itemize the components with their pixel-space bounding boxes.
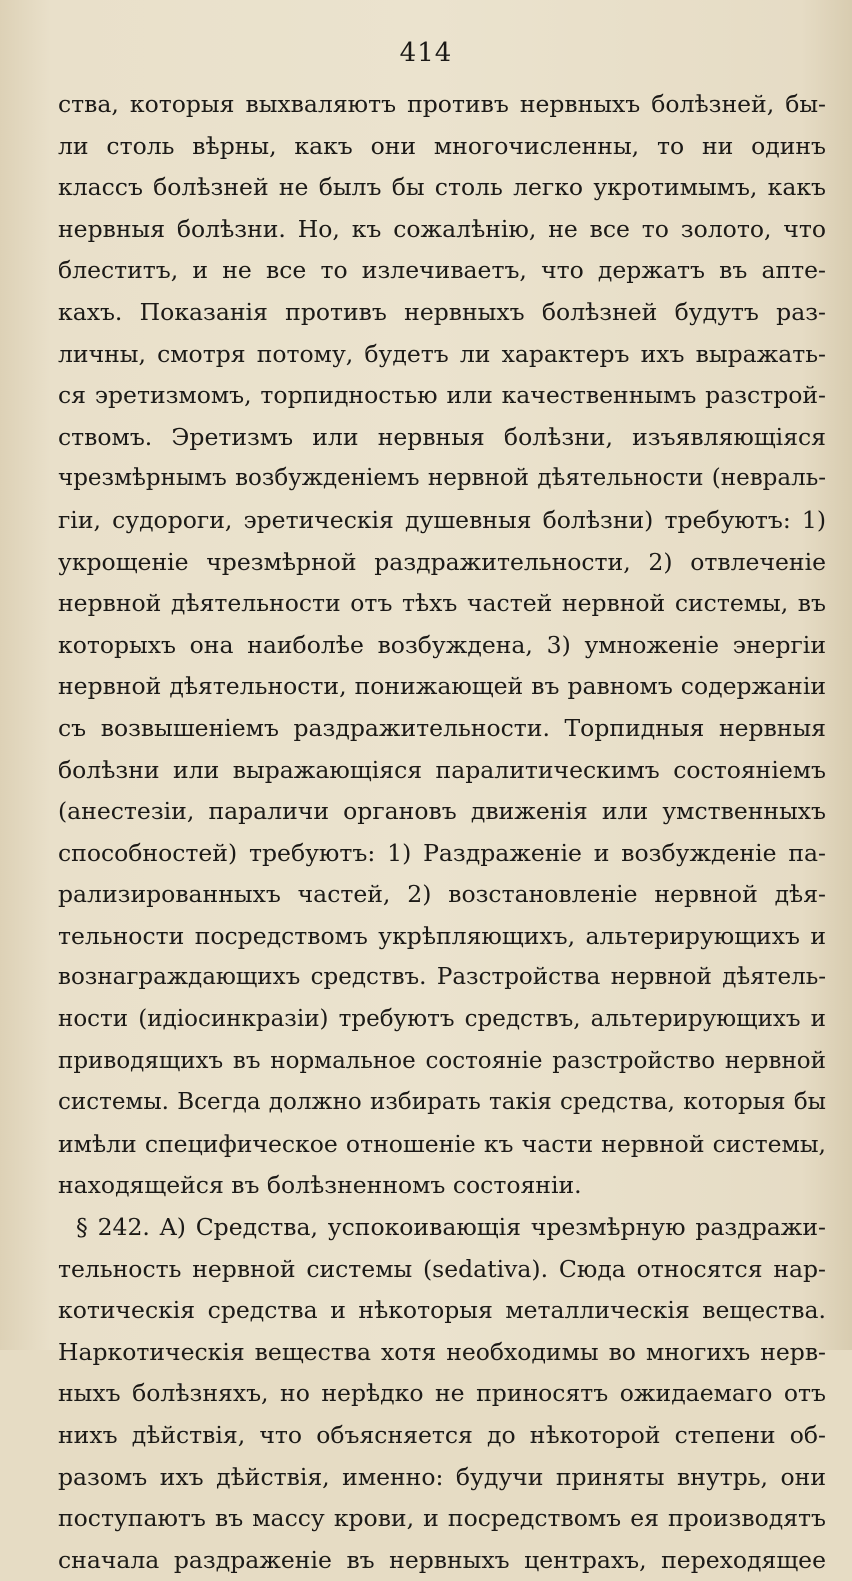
text-line: приводящихъ въ нормальное состояніе разстройство нервной bbox=[58, 1047, 826, 1074]
text-line: тельности посредствомъ укрѣпляющихъ, альтерирующихъ и bbox=[58, 921, 826, 950]
page-number: 414 bbox=[399, 38, 453, 68]
text-line: системы. Всегда должно избирать такія средства, которыя бы bbox=[58, 1089, 826, 1116]
text-line: котическія средства и нѣкоторыя металлическія вещества. bbox=[58, 1296, 826, 1325]
body-text bbox=[58, 84, 826, 1581]
text-line: ствомъ. Эретизмъ или нервныя болѣзни, изъявляющіяся bbox=[58, 422, 826, 451]
text-line: болѣзни или выражающіяся паралитическимъ состояніемъ bbox=[58, 755, 826, 784]
text-line: чрезмѣрнымъ возбужденіемъ нервной дѣятельности (невраль- bbox=[58, 465, 826, 492]
text-line: ства, которыя выхваляютъ противъ нервныхъ болѣзней, бы- bbox=[58, 90, 826, 118]
text-line: поступаютъ въ массу крови, и посредствомъ ея производятъ bbox=[58, 1504, 826, 1533]
section-heading-line: § 242. A) Средства, успокоивающія чрезмѣрную раздражи- bbox=[76, 1213, 826, 1242]
text-line: ли столь вѣрны, какъ они многочисленны, то ни одинъ bbox=[58, 131, 826, 160]
text-line: ности (идіосинкразіи) требуютъ средствъ, альтерирующихъ и bbox=[58, 1006, 826, 1033]
text-line: классъ болѣзней не былъ бы столь легко укротимымъ, какъ bbox=[58, 173, 826, 202]
text-line: которыхъ она наиболѣе возбуждена, 3) умноженіе энергіи bbox=[58, 630, 826, 659]
text-line: вознаграждающихъ средствъ. Разстройства нервной дѣятель- bbox=[58, 964, 826, 991]
text-line: укрощеніе чрезмѣрной раздражительности, 2) отвлеченіе bbox=[58, 547, 826, 576]
text-line: нервной дѣятельности, понижающей въ равномъ содержаніи bbox=[58, 672, 826, 701]
text-line: личны, смотря потому, будетъ ли характеръ ихъ выражать- bbox=[58, 339, 826, 368]
text-line: ся эретизмомъ, торпидностью или качественнымъ разстрой- bbox=[58, 381, 826, 410]
text-line: сначала раздраженіе въ нервныхъ центрахъ, переходящее bbox=[58, 1545, 826, 1574]
text-line: нервныя болѣзни. Но, къ сожалѣнію, не все то золото, что bbox=[58, 214, 826, 243]
text-line: гіи, судороги, эретическія душевныя болѣзни) требуютъ: 1) bbox=[58, 505, 826, 534]
paragraph-end-line: находящейся въ болѣзненномъ состояніи. bbox=[58, 1171, 582, 1200]
text-line: ныхъ болѣзняхъ, но нерѣдко не приносятъ ожидаемаго отъ bbox=[58, 1379, 826, 1408]
text-line: имѣли специфическое отношеніе къ части нервной системы, bbox=[58, 1129, 826, 1158]
text-line: способностей) требуютъ: 1) Раздраженіе и возбужденіе па- bbox=[58, 838, 826, 867]
text-line: кахъ. Показанія противъ нервныхъ болѣзней будутъ раз- bbox=[58, 297, 826, 326]
text-line: (анестезіи, параличи органовъ движенія или умственныхъ bbox=[58, 797, 826, 826]
text-line: тельность нервной системы (sedativa). Сюда относятся нар- bbox=[58, 1254, 826, 1283]
text-line: съ возвышеніемъ раздражительности. Торпидныя нервныя bbox=[58, 713, 826, 742]
text-line: блеститъ, и не все то излечиваетъ, что держатъ въ апте- bbox=[58, 256, 826, 285]
text-line: нервной дѣятельности отъ тѣхъ частей нервной системы, въ bbox=[58, 589, 826, 618]
text-line: нихъ дѣйствія, что объясняется до нѣкоторой степени об- bbox=[58, 1421, 826, 1449]
text-line: Наркотическія вещества хотя необходимы во многихъ нерв- bbox=[58, 1337, 826, 1366]
text-line: разомъ ихъ дѣйствія, именно: будучи приняты внутрь, они bbox=[58, 1462, 826, 1491]
text-line: рализированныхъ частей, 2) возстановленіе нервной дѣя- bbox=[58, 880, 826, 909]
